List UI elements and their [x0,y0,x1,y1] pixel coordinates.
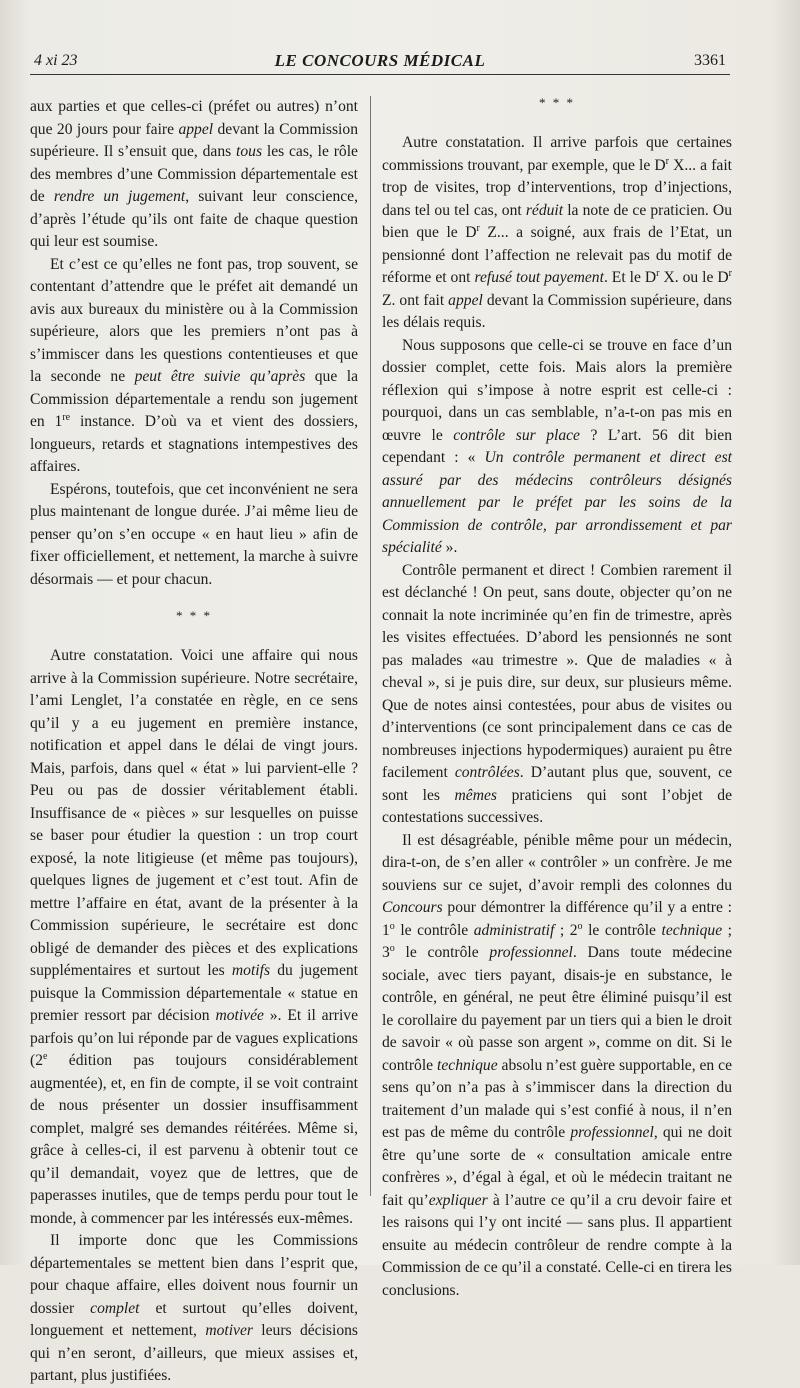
paragraph: Et c’est ce qu’elles ne font pas, trop souvent, se contentant d’attendre que le préfet ait demandé un avis aux bureaux du ministère ou à la Commission supérieure, alors que les premiers n’ont pas à s’immiscer dans les questions contentieuses et que la seconde ne peut être suivie qu’après que la Commission départementale a rendu son jugement en 1re instance. D’où va et vient des dossiers, longueurs, retards et stagnations intempestives des affaires. [30,255,358,475]
paragraph: Autre constatation. Voici une affaire qui nous arrive à la Commission supérieure. Notre secrétaire, l’ami Lenglet, l’a constatée en règle, en ce sens qu’il y a eu jugement en première instance, notification et appel dans le délai de vingt jours. Mais, parfois, dans quel « état » lui parvient-elle ? Peu ou pas de dossier véritablement établi. Insuffisance de « pièces » sur lesquelles on puisse se baser pour étudier la question : un trop court exposé, la note litigieuse (et même pas toujours), quelques lignes de jugement et c’est tout. Afin de mettre l’affaire en état, avant de la présenter à la Commission supérieure, le secrétaire est donc obligé de demander des pièces et des explications supplémentaires et surtout les motifs du jugement puisque la Commission départementale « statue en premier ressort par décision motivée ». Et il arrive parfois qu’on lui réponde par de vagues explications (2e édition pas toujours considérablement augmentée), et, en fin de compte, il se voit contraint de nous présenter un dossier insuffisamment complet, malgré ses demandes réitérées. Même si, grâce à celles-ci, il est parvenu à obtenir tout ce qu’il demandait, voyez que de lettres, que de paperasses inutiles, que de temps perdu pour tout le monde, à commencer par les intéressés eux-mêmes. [30,647,359,1227]
left-column [30,96,358,1388]
paragraph: aux parties et que celles-ci (préfet ou autres) n’ont que 20 jours pour faire appel devant la Commission supérieure. Il s’ensuit que, dans tous les cas, le rôle des membres d’une Commission départementale est de rendre un jugement, suivant leur conscience, d’après l’étude qu’ils ont faite de chaque question qui leur est soumise. [30,98,358,250]
paragraph: Il importe donc que les Commissions départementales se mettent bien dans l’esprit que, pour chaque affaire, elles doivent nous fournir un dossier complet et surtout qu’elles doivent, longuement et nettement, motiver leurs décisions qui n’en seront, d’ailleurs, que mieux assises et, partant, plus justifiées. [30,1232,359,1384]
journal-title: LE CONCOURS MÉDICAL [274,51,486,70]
running-header [30,50,730,75]
paragraph: Autre constatation. Il arrive parfois que certaines commissions trouvant, par exemple, que le $D^r$ X... a fait trop de visites, trop d’interventions, trop d’injections, dans tel ou tel cas, ont réduit la note de ce praticien. Ou bien que le $D^r$ Z... a soigné, aux frais de l’Etat, un pensionné dont l’affection ne relevait pas du motif de réforme et ont refusé tout payement. Et le $D^r$ X. ou le $D^r$ Z. ont fait appel devant la Commission supérieure, dans les délais requis. [382,134,732,331]
paragraph: Il est désagréable, pénible même pour un médecin, dira-t-on, de s’en aller « contrôler » un confrère. Je me souviens sur ce sujet, d’avoir rempli des colonnes du Concours pour démontrer la différence qu’il y a entre : 1$^o$ le contrôle administratif ; 2$^o$ le contrôle technique ; 3$^o$ le contrôle professionnel. Dans toute médecine sociale, avec tiers payant, disais-je en substance, le contrôle, en général, ne peut être éliminé puisqu’il est le corollaire du payement par un tiers qui a bien le droit de savoir « où passe son argent », comme on dit. Si le contrôle technique absolu n’est guère supportable, en ce sens qu’on n’a pas à s’immiscer dans la direction du traitement d’un malade qui s’est confié à nous, il n’en est pas de même du contrôle professionnel, qui ne doit être qu’une sorte de « consultation amicale entre confrères », d’égal à égal, et où le médecin traitant ne fait qu’expliquer à l’autre ce qu’il a cru devoir faire et les raisons qui l’y ont incité — sans plus. Il appartient ensuite au médecin contrôleur de rendre compte à la Commission de ce qu’il a constaté. Celle-ci en tirera les conclusions. [382,831,733,1299]
page-number: 3361 [694,52,726,69]
section-separator: * * * [176,608,212,623]
right-column [382,96,732,1302]
header-date: 4 xi 23 [34,52,78,69]
paragraph: Espérons, toutefois, que cet inconvénient ne sera plus maintenant de longue durée. J’ai même lieu de penser qu’on s’en occupe « en haut lieu » afin de fixer officiellement, et nettement, la marche à suivre désormais — et pour chacun. [30,480,358,588]
column-divider [370,96,371,1196]
section-separator: * * * [539,95,575,110]
paragraph: Contrôle permanent et direct ! Combien rarement il est déclanché ! On peut, sans doute, objecter qu’on ne connait la note incriminée qu’en fin de trimestre, après les visites effectuées. D’abord les pensionnés ne sont pas malades «au trimestre ». Que de maladies « à cheval », si je puis dire, sur deux, sur plusieurs même. Que de notes ainsi contestées, pour abus de visites ou d’interventions (ce sont principalement dans ce cas de nombreuses injections hypodermiques) auraient pu être facilement contrôlées. D’autant plus que, souvent, ce sont les mêmes praticiens qui sont l’objet de contestations successives. [382,561,733,826]
paragraph: Nous supposons que celle-ci se trouve en face d’un dossier complet, cette fois. Mais alors la première réflexion qui s’impose à notre esprit est celle-ci : pourquoi, dans un cas semblable, n’a-t-on pas mis en œuvre le contrôle sur place ? L’art. 56 dit bien cependant : « Un contrôle permanent et direct est assuré par des médecins contrôleurs désignés annuellement par le préfet par les soins de la Commission de contrôle, par arrondissement et par spécialité ». [382,336,732,556]
